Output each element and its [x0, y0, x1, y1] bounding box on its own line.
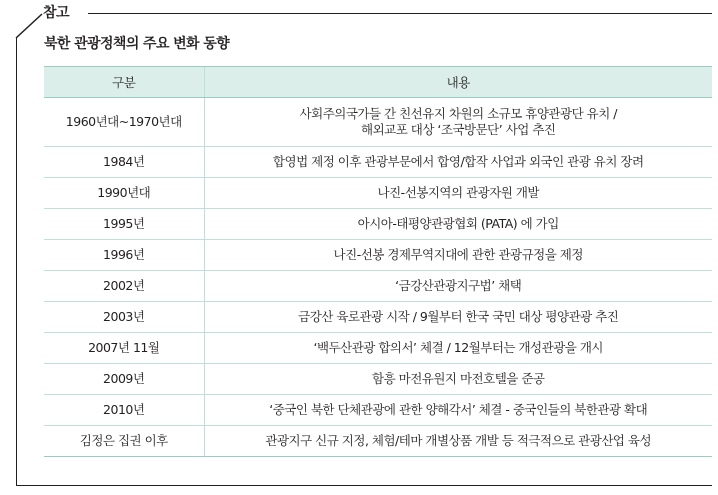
table-title: 북한 관광정책의 주요 변화 동향 [44, 36, 230, 52]
content-line: 사회주의국가들 간 친선유지 차원의 소규모 휴양관광단 유치 / [299, 106, 617, 121]
period-cell: 1996년 [44, 240, 204, 271]
content-line: ‘금강산관광지구법’ 채택 [395, 278, 522, 293]
content-cell [204, 302, 712, 333]
table-row [44, 240, 712, 271]
content-line: 해외교포 대상 ‘조국방문단’ 사업 추진 [361, 122, 556, 137]
table-body [44, 98, 712, 457]
period-cell: 2009년 [44, 364, 204, 395]
content-line: 함흥 마전유원지 마전호텔을 준공 [372, 371, 545, 386]
frame-left-rule [16, 38, 17, 485]
frame-top-rule [88, 13, 712, 14]
content-cell [204, 178, 712, 209]
period-cell: 2002년 [44, 271, 204, 302]
content-line: 합영법 제정 이후 관광부문에서 합영/합작 사업과 외국인 관광 유치 장려 [272, 154, 644, 169]
column-header-content: 내용 [204, 67, 712, 98]
frame-bottom-rule [16, 485, 712, 486]
policy-change-table [44, 66, 712, 457]
content-cell [204, 98, 712, 147]
content-cell [204, 426, 712, 457]
period-cell: 1995년 [44, 209, 204, 240]
period-cell: 1984년 [44, 147, 204, 178]
content-line: 관광지구 신규 지정, 체험/테마 개별상품 개발 등 적극적으로 관광산업 육성 [265, 433, 652, 448]
table-header-row [44, 67, 712, 98]
period-cell: 2010년 [44, 395, 204, 426]
column-header-category: 구분 [44, 67, 204, 98]
content-cell [204, 395, 712, 426]
table-row [44, 426, 712, 457]
table-row [44, 98, 712, 147]
table-row [44, 364, 712, 395]
table-row [44, 302, 712, 333]
content-line: 나진-선봉 경제무역지대에 관한 관광규정을 제정 [333, 247, 583, 262]
content-cell [204, 271, 712, 302]
table-row [44, 333, 712, 364]
content-line: 나진-선봉지역의 관광자원 개발 [377, 185, 539, 200]
box-label: 참고 [43, 3, 75, 23]
period-cell: 2007년 11월 [44, 333, 204, 364]
content-line: ‘중국인 북한 단체관광에 관한 양해각서’ 체결 - 중국인들의 북한관광 확대 [269, 402, 648, 417]
content-line: ‘백두산관광 합의서’ 체결 / 12월부터는 개성관광을 개시 [313, 340, 603, 355]
content-cell [204, 364, 712, 395]
content-cell [204, 333, 712, 364]
period-cell: 김정은 집권 이후 [44, 426, 204, 457]
content-cell [204, 147, 712, 178]
content-line: 금강산 육로관광 시작 / 9월부터 한국 국민 대상 평양관광 추진 [298, 309, 619, 324]
table-row [44, 271, 712, 302]
period-cell: 2003년 [44, 302, 204, 333]
table-row [44, 209, 712, 240]
content-cell [204, 240, 712, 271]
table-row [44, 178, 712, 209]
frame-corner-diagonal [15, 13, 43, 39]
table-row [44, 147, 712, 178]
period-cell: 1960년대~1970년대 [44, 98, 204, 147]
period-cell: 1990년대 [44, 178, 204, 209]
content-line: 아시아-태평양관광협회 (PATA) 에 가입 [357, 216, 559, 231]
table-row [44, 395, 712, 426]
content-cell [204, 209, 712, 240]
